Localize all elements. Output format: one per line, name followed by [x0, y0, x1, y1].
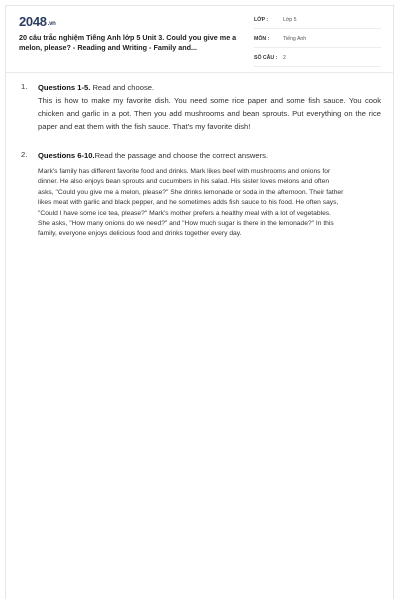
question-heading-line [38, 82, 381, 94]
question-instruction: Read and choose. [90, 83, 155, 92]
meta-value: Tiếng Anh [283, 36, 307, 42]
question-number: 1. [21, 82, 28, 91]
logo-text: 2048 [19, 14, 47, 29]
question-heading-line [38, 150, 381, 162]
question-2 [21, 150, 381, 240]
document-header [19, 14, 381, 68]
meta-label: MÔN : [254, 36, 270, 42]
meta-label: SỐ CÂU : [254, 55, 278, 61]
document-meta [254, 14, 381, 71]
document-title: 20 câu trắc nghiệm Tiếng Anh lớp 5 Unit 3. Could you give me a melon, please? - Reading and Writing - Family and... [19, 33, 237, 52]
meta-label: LỚP : [254, 17, 269, 23]
question-instruction: Read the passage and choose the correct answers. [94, 151, 269, 160]
question-heading: Questions 6-10. [38, 151, 95, 160]
site-logo[interactable] [19, 14, 56, 29]
logo-suffix: .vn [47, 21, 56, 27]
question-1 [21, 82, 381, 133]
meta-question-count [254, 52, 381, 67]
meta-value: 2 [283, 55, 286, 61]
question-number: 2. [21, 150, 28, 159]
meta-subject [254, 33, 381, 48]
question-heading: Questions 1-5. [38, 83, 91, 92]
reading-passage: Mark's family has different favorite food and drinks. Mark likes beef with mushrooms and onions for dinner. He also enjoys bean sprouts and cucumbers in his salad. His sister loves melons and often asks, "Could you give me a melon, please?" She drinks lemonade or soda in the afternoon. Their father likes meat with garlic and black pepper, and he sometimes adds fish sauce to his food. He often says, "Could I have some ice tea, please?" Mark's mother prefers a healthy meal with a lot of vegetables. She asks, "How many onions do we need?" and "How much sugar is there in the lemonade?" In this family, everyone enjoys delicious food and drinks together every day. [38, 168, 344, 238]
meta-grade [254, 14, 381, 29]
question-text: This is how to make my favorite dish. You need some rice paper and some fish sauce. You cook chicken and garlic in a pot. Then you add mushrooms and bean sprouts. Put everything on the rice paper and eat them with the fish sauce. That's my favorite dish! [38, 96, 381, 131]
header-divider [5, 72, 394, 73]
meta-value: Lớp 5 [283, 17, 297, 23]
